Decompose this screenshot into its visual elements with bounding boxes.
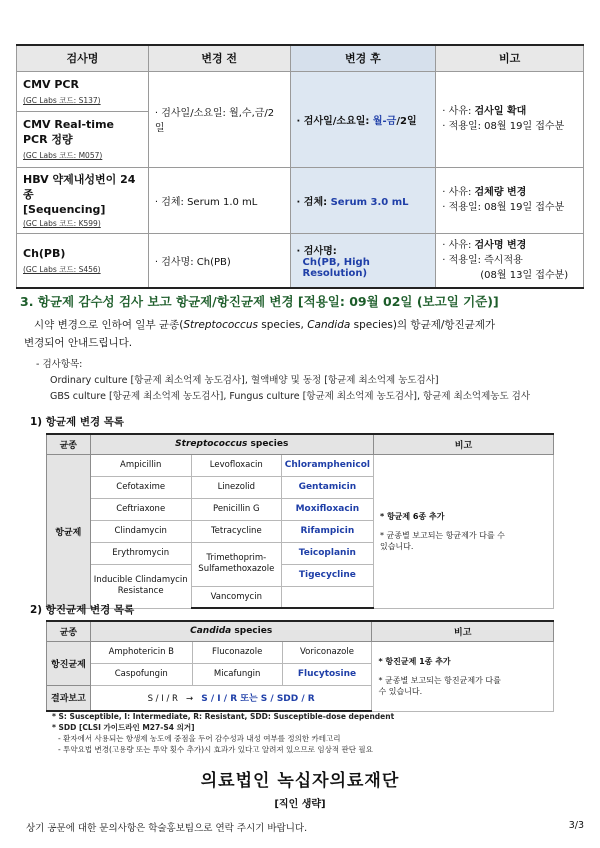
header-before: 변경 전 xyxy=(148,45,290,71)
test-item-2: GBS culture [항균제 최소억제 농도검사], Fungus culture [항균제 최소억제 농도검사], 항균제 최소억제농도 검사 xyxy=(50,391,531,402)
empty-cell xyxy=(281,586,373,608)
antibiotic: Trimethoprim-Sulfamethoxazole xyxy=(191,542,281,586)
after-label: · 검사일/소요일: xyxy=(296,115,373,127)
note-cell xyxy=(436,71,584,167)
after-cell xyxy=(290,233,436,288)
antibacterial-table xyxy=(46,433,554,609)
antibiotic: Vancomycin xyxy=(191,586,281,608)
antibiotic-added: Chloramphenicol xyxy=(281,454,373,476)
antifungal-drug: Voriconazole xyxy=(282,641,372,663)
note-reason-label: · 사유: xyxy=(442,106,475,117)
test-name-cell xyxy=(17,167,149,233)
antibiotic: Clindamycin xyxy=(90,520,191,542)
species-header: 균종 xyxy=(47,621,91,641)
before-cell xyxy=(148,71,290,167)
remark-added-count: * 항균제 6종 추가 xyxy=(379,511,445,521)
antibiotic-added: Tigecycline xyxy=(281,564,373,586)
test-name-cell xyxy=(17,111,149,167)
remark-species-note: * 균종별 보고되는 항진균제가 다를 수 있습니다. xyxy=(378,675,501,696)
before-cell xyxy=(148,233,290,288)
note-cell xyxy=(436,167,584,233)
gc-labs-code: (GC Labs 코드: M057) xyxy=(23,151,103,160)
note-reason: 검사명 변경 xyxy=(474,239,527,251)
test-name-cell xyxy=(17,71,149,111)
remark-added-count: * 항진균제 1종 추가 xyxy=(378,656,451,666)
test-name-sub: [Sequencing] xyxy=(23,202,106,216)
before-text: · 검사명: Ch(PB) xyxy=(154,256,231,268)
result-after: S / I / R 또는 S / SDD / R xyxy=(201,694,315,705)
organization-name: 의료법인 녹십자의료재단 xyxy=(200,771,400,791)
note-header: 비고 xyxy=(372,621,554,641)
intro-paragraph-line2: 변경되어 안내드립니다. xyxy=(24,337,133,349)
species-name-header xyxy=(90,434,373,454)
test-name-cell xyxy=(17,233,149,288)
intro-genus-candida: Candida xyxy=(307,319,351,331)
species-suffix: species xyxy=(247,439,289,450)
antifungal-drug: Micafungin xyxy=(192,663,282,685)
intro-text: 시약 변경으로 인하여 일부 균종( xyxy=(34,319,184,331)
before-cell xyxy=(148,167,290,233)
antibiotic: Ceftriaxone xyxy=(90,498,191,520)
after-suffix: /2일 xyxy=(396,115,417,127)
test-name: Ch(PB) xyxy=(23,246,66,260)
row-label-antifungal: 항진균제 xyxy=(47,641,91,685)
species-suffix: species xyxy=(231,626,273,637)
before-text: · 검체: Serum 1.0 mL xyxy=(154,196,258,208)
species-genus: Candida xyxy=(190,626,232,637)
species-header: 균종 xyxy=(47,434,91,454)
test-name: CMV Real-time PCR 정량 xyxy=(23,118,115,146)
after-label: · 검체: xyxy=(296,196,331,208)
note-apply-date-detail: (08월 13일 접수분) xyxy=(480,269,569,281)
note-reason-label: · 사유: xyxy=(442,187,475,198)
footnote-sdd: * SDD [CLSI 가이드라인 M27-S4 의거] xyxy=(52,723,195,732)
footnote-sdd-guidance: - 투약요법 변경(고용량 또는 투약 횟수 추가)시 효과가 있다고 알려져 있으므로 임상적 판단 필요 xyxy=(58,745,373,754)
antifungal-drug: Amphotericin B xyxy=(90,641,192,663)
antibiotic: Penicillin G xyxy=(191,498,281,520)
antifungal-drug: Fluconazole xyxy=(192,641,282,663)
row-label-antibacterial: 항균제 xyxy=(47,454,91,608)
antifungal-table xyxy=(46,620,554,712)
arrow-right-icon: → xyxy=(186,694,194,705)
intro-genus-strep: Streptococcus xyxy=(183,319,258,331)
note-apply-date: · 적용일: 08월 19일 접수분 xyxy=(442,121,565,132)
page-number: 3/3 xyxy=(568,820,584,831)
result-before: S / I / R xyxy=(147,694,178,705)
test-name: HBV 약제내성변이 24종 xyxy=(23,172,136,201)
row-label-result: 결과보고 xyxy=(47,685,91,711)
antibacterial-list-title: 1) 항균제 변경 목록 xyxy=(30,416,125,428)
antifungal-remark xyxy=(372,641,554,711)
before-text: · 검사일/소요일: 월,수,금/2일 xyxy=(154,108,275,134)
after-highlight: 월-금 xyxy=(372,115,397,127)
antibiotic-added: Gentamicin xyxy=(281,476,373,498)
test-item-1: Ordinary culture [항균제 최소억제 농도검사], 혈액배양 및 동정 [항균제 최소억제 농도검사] xyxy=(50,375,439,386)
after-highlight: Serum 3.0 mL xyxy=(330,196,409,208)
remark-species-note: * 균종별 보고되는 항균제가 다를 수 있습니다. xyxy=(379,530,505,551)
antifungal-drug: Caspofungin xyxy=(90,663,192,685)
test-items-label: - 검사항목: xyxy=(36,359,83,370)
header-note: 비고 xyxy=(436,45,584,71)
gc-labs-code: (GC Labs 코드: S456) xyxy=(23,264,101,274)
antibiotic: Tetracycline xyxy=(191,520,281,542)
test-name: CMV PCR xyxy=(23,77,79,91)
intro-paragraph-line1 xyxy=(34,317,495,333)
gc-labs-code: (GC Labs 코드: S137) xyxy=(23,95,101,105)
species-genus: Streptococcus xyxy=(175,439,248,450)
note-reason: 검체량 변경 xyxy=(474,187,527,198)
intro-text: species)의 항균제/항진균제가 xyxy=(350,319,496,331)
seal-omitted-note: [직인 생략] xyxy=(274,799,326,810)
antibiotic: Inducible Clindamycin Resistance xyxy=(90,564,191,608)
antifungal-drug-added: Flucytosine xyxy=(282,663,372,685)
section-title: 3. 항균제 감수성 검사 보고 항균제/항진균제 변경 [적용일: 09월 02일 (보고일 기준)] xyxy=(20,294,499,309)
result-report-change xyxy=(90,685,372,711)
note-apply-date: · 적용일: 08월 19일 접수분 xyxy=(442,202,565,213)
antibiotic-added: Rifampicin xyxy=(281,520,373,542)
test-change-table xyxy=(16,44,584,289)
after-cell xyxy=(290,71,436,167)
note-apply-date: · 적용일: 즉시적용 xyxy=(442,254,523,266)
header-after: 변경 후 xyxy=(290,45,436,71)
footnote-sdd-definition: - 환자에서 사용되는 항생제 농도에 중점을 두어 감수성과 내성 여부를 정의한 카테고리 xyxy=(58,734,341,743)
header-test-name: 검사명 xyxy=(17,45,149,71)
antibacterial-remark xyxy=(373,454,553,608)
antibiotic: Cefotaxime xyxy=(90,476,191,498)
note-header: 비고 xyxy=(373,434,553,454)
antibiotic: Levofloxacin xyxy=(191,454,281,476)
antibiotic: Linezolid xyxy=(191,476,281,498)
footer-contact-note: 상기 공문에 대한 문의사항은 학술홍보팀으로 연락 주시기 바랍니다. xyxy=(26,823,308,834)
footnote-abbreviations: * S: Susceptible, I: Intermediate, R: Resistant, SDD: Susceptible-dose dependent xyxy=(52,712,395,721)
antibiotic-added: Moxifloxacin xyxy=(281,498,373,520)
species-name-header xyxy=(90,621,372,641)
intro-text: species, xyxy=(257,319,308,331)
note-cell xyxy=(436,233,584,288)
note-reason-label: · 사유: xyxy=(442,239,475,251)
antibiotic: Ampicillin xyxy=(90,454,191,476)
antibiotic: Erythromycin xyxy=(90,542,191,564)
after-highlight: Ch(PB, High Resolution) xyxy=(302,256,370,279)
after-label: · 검사명: xyxy=(296,245,337,257)
after-cell xyxy=(290,167,436,233)
note-reason: 검사일 확대 xyxy=(474,106,527,117)
antibiotic-added: Teicoplanin xyxy=(281,542,373,564)
antifungal-list-title: 2) 항진균제 변경 목록 xyxy=(30,604,135,616)
gc-labs-code: (GC Labs 코드: K599) xyxy=(23,218,101,228)
